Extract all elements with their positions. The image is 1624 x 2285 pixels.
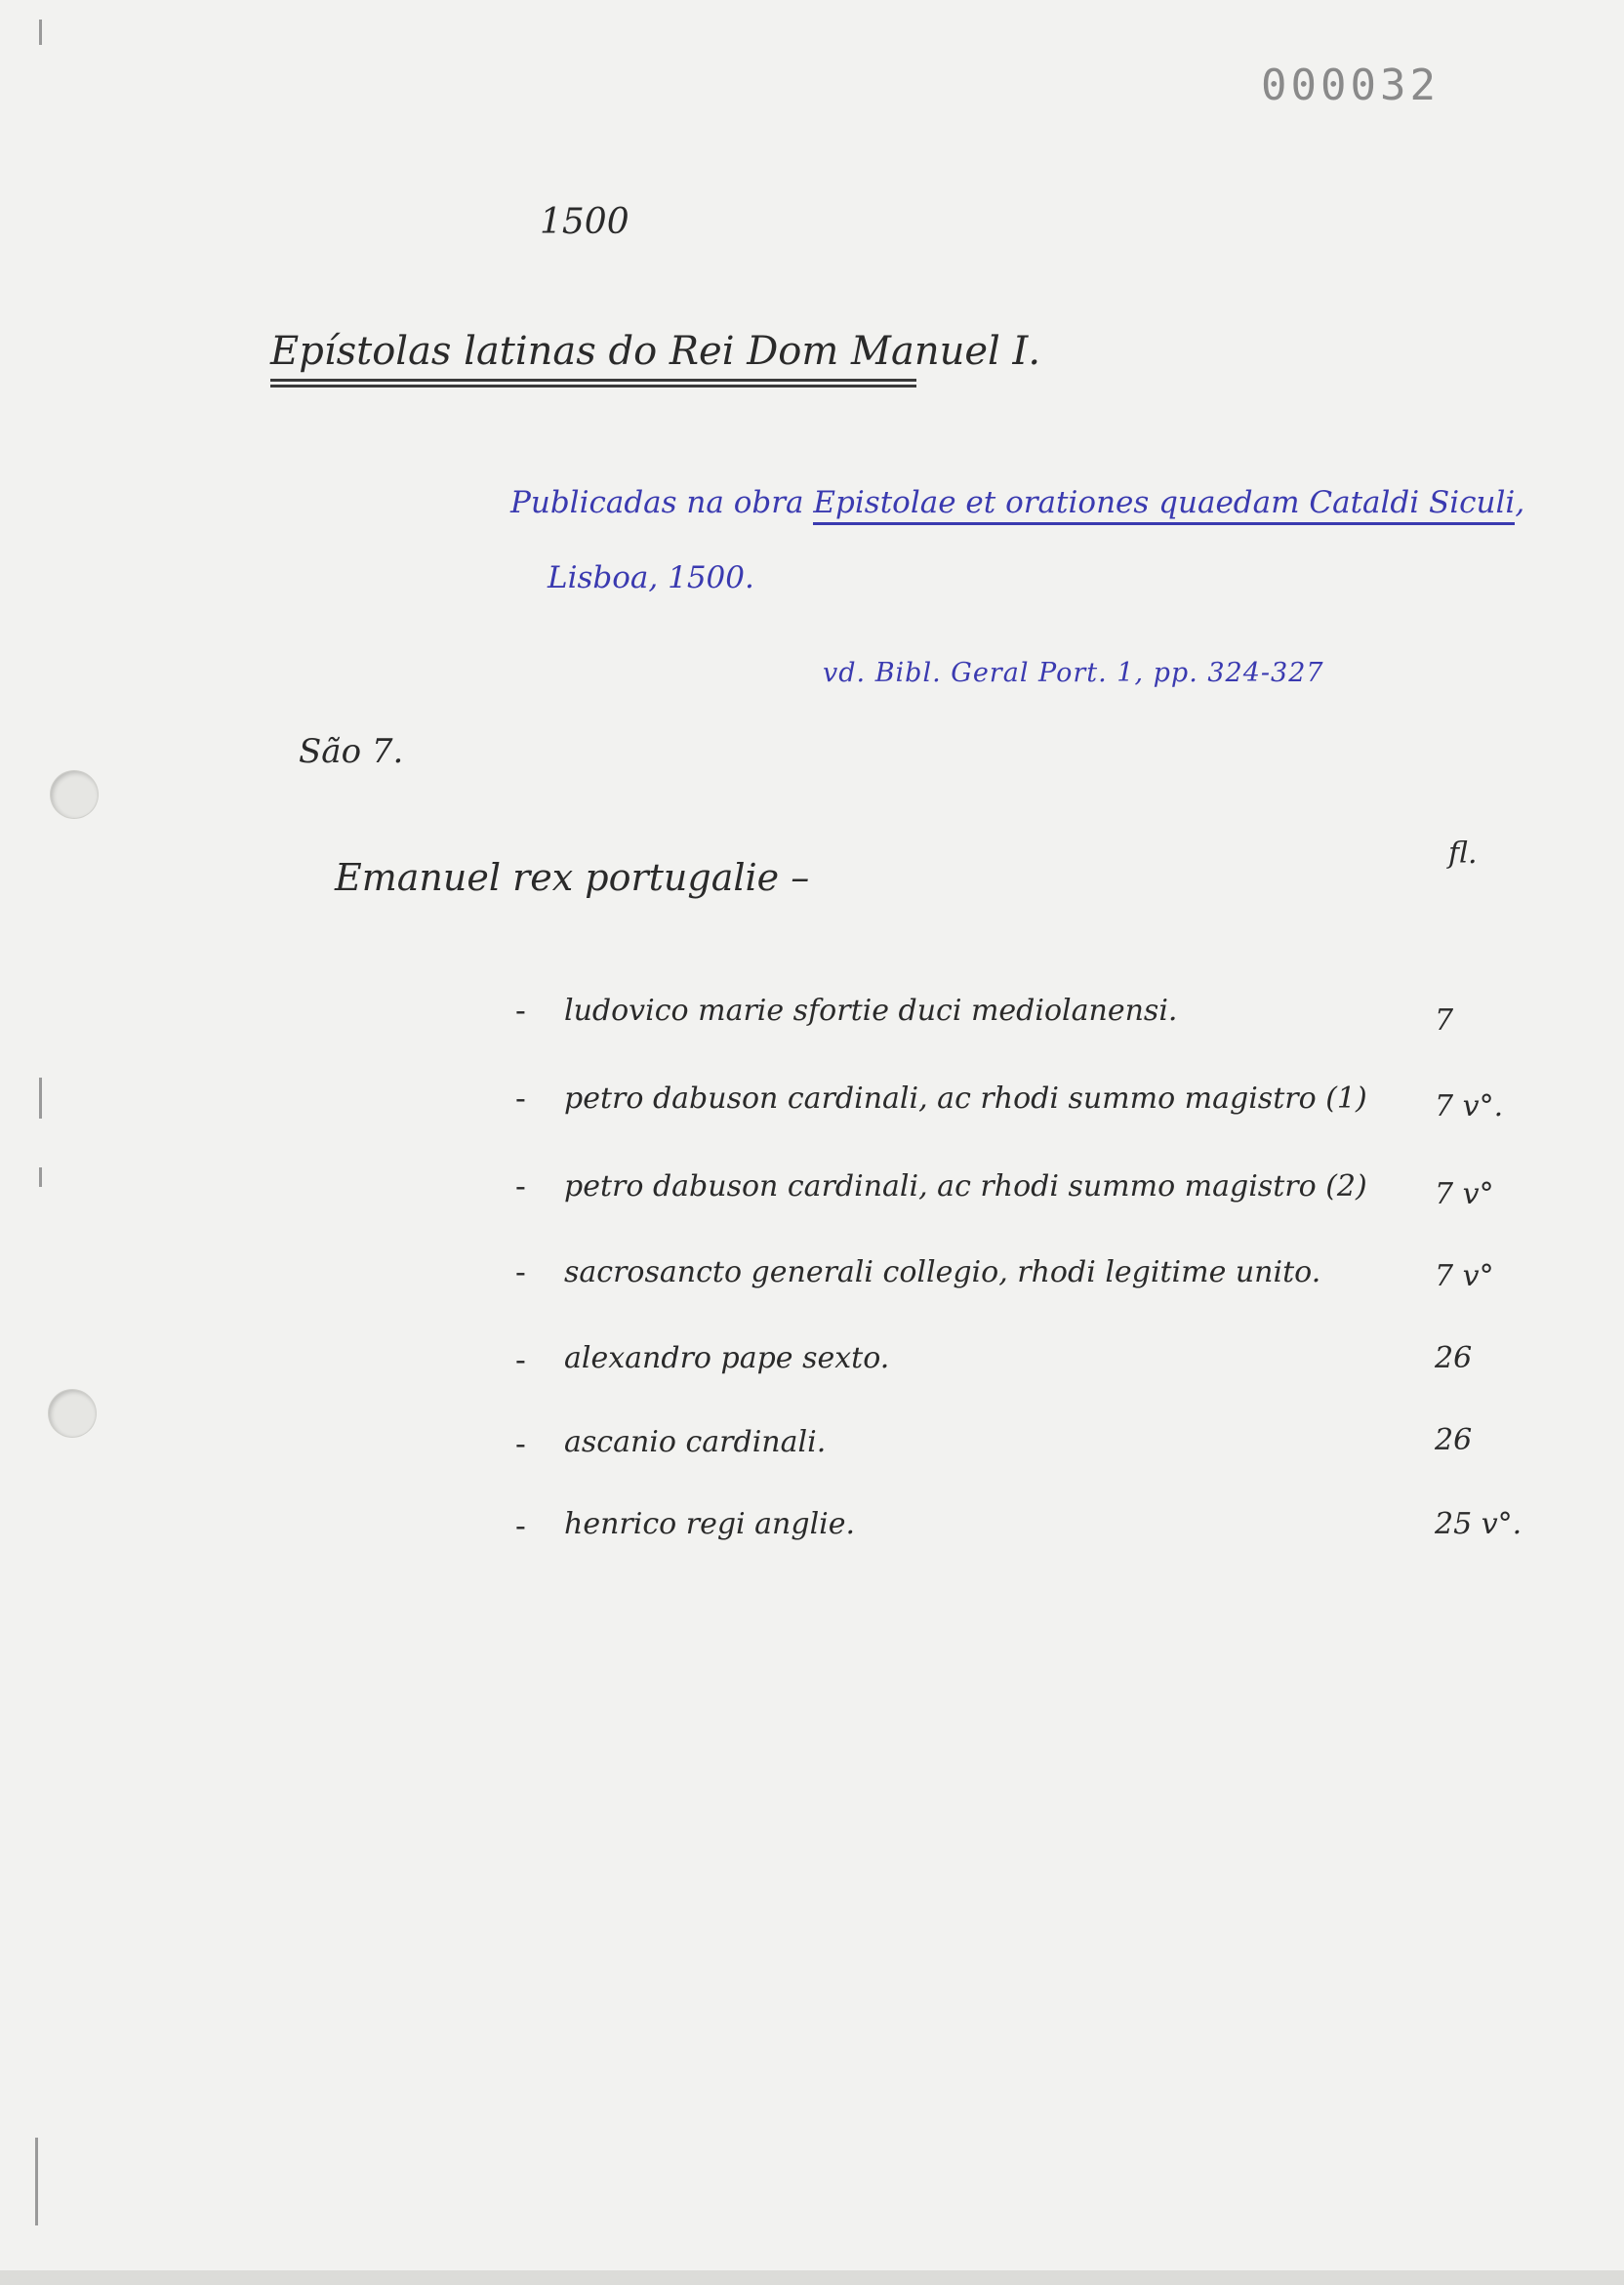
entry-recipient: petro dabuson cardinali, ac rhodi summo magistro (2) bbox=[564, 1169, 1367, 1204]
year-heading: 1500 bbox=[540, 202, 629, 242]
entry-dash: - bbox=[515, 1425, 526, 1462]
entry-folio: 7 v° bbox=[1435, 1177, 1494, 1211]
entry-recipient: ludovico marie sfortie duci mediolanensi. bbox=[564, 994, 1178, 1028]
publication-prefix: Publicadas na obra bbox=[510, 485, 804, 520]
entry-folio: 25 v°. bbox=[1435, 1507, 1522, 1541]
sender-heading: Emanuel rex portugalie – bbox=[335, 856, 810, 899]
punch-hole-lower bbox=[49, 1390, 96, 1437]
document-title: Epístolas latinas do Rei Dom Manuel I. bbox=[270, 329, 1041, 374]
letter-count: São 7. bbox=[299, 732, 404, 771]
entry-dash: - bbox=[515, 1080, 526, 1117]
title-underline-top bbox=[270, 379, 916, 382]
entry-dash: - bbox=[515, 1253, 526, 1290]
entry-folio: 7 v°. bbox=[1435, 1089, 1504, 1123]
publication-line bbox=[510, 485, 1524, 520]
page-number-stamp: 000032 bbox=[1261, 61, 1440, 110]
entry-dash: - bbox=[515, 992, 526, 1029]
entry-recipient: alexandro pape sexto. bbox=[564, 1341, 890, 1375]
publication-work-title: Epistolae et orationes quaedam Cataldi Siculi bbox=[813, 485, 1515, 525]
entry-recipient: sacrosancto generali collegio, rhodi legitime unito. bbox=[564, 1255, 1321, 1289]
margin-mark bbox=[39, 20, 42, 45]
entry-folio: 7 v° bbox=[1435, 1259, 1494, 1293]
entry-recipient: petro dabuson cardinali, ac rhodi summo magistro (1) bbox=[564, 1081, 1367, 1116]
entry-folio: 26 bbox=[1435, 1341, 1473, 1375]
margin-mark bbox=[39, 1078, 42, 1119]
entry-folio: 26 bbox=[1435, 1423, 1473, 1457]
scan-edge bbox=[0, 2270, 1624, 2285]
margin-mark bbox=[39, 1167, 42, 1187]
punch-hole-upper bbox=[51, 771, 98, 818]
publication-place-date: Lisboa, 1500. bbox=[548, 560, 754, 595]
bibliographic-reference: vd. Bibl. Geral Port. 1, pp. 324-327 bbox=[823, 658, 1324, 688]
entry-dash: - bbox=[515, 1167, 526, 1204]
entry-dash: - bbox=[515, 1341, 526, 1378]
title-underline-bottom bbox=[270, 385, 916, 388]
publication-suffix: , bbox=[1515, 485, 1525, 520]
folio-column-header: fl. bbox=[1448, 836, 1478, 871]
margin-mark bbox=[35, 2138, 38, 2225]
entry-dash: - bbox=[515, 1507, 526, 1544]
entry-folio: 7 bbox=[1435, 1003, 1454, 1038]
entry-recipient: ascanio cardinali. bbox=[564, 1425, 827, 1459]
entry-recipient: henrico regi anglie. bbox=[564, 1507, 856, 1541]
